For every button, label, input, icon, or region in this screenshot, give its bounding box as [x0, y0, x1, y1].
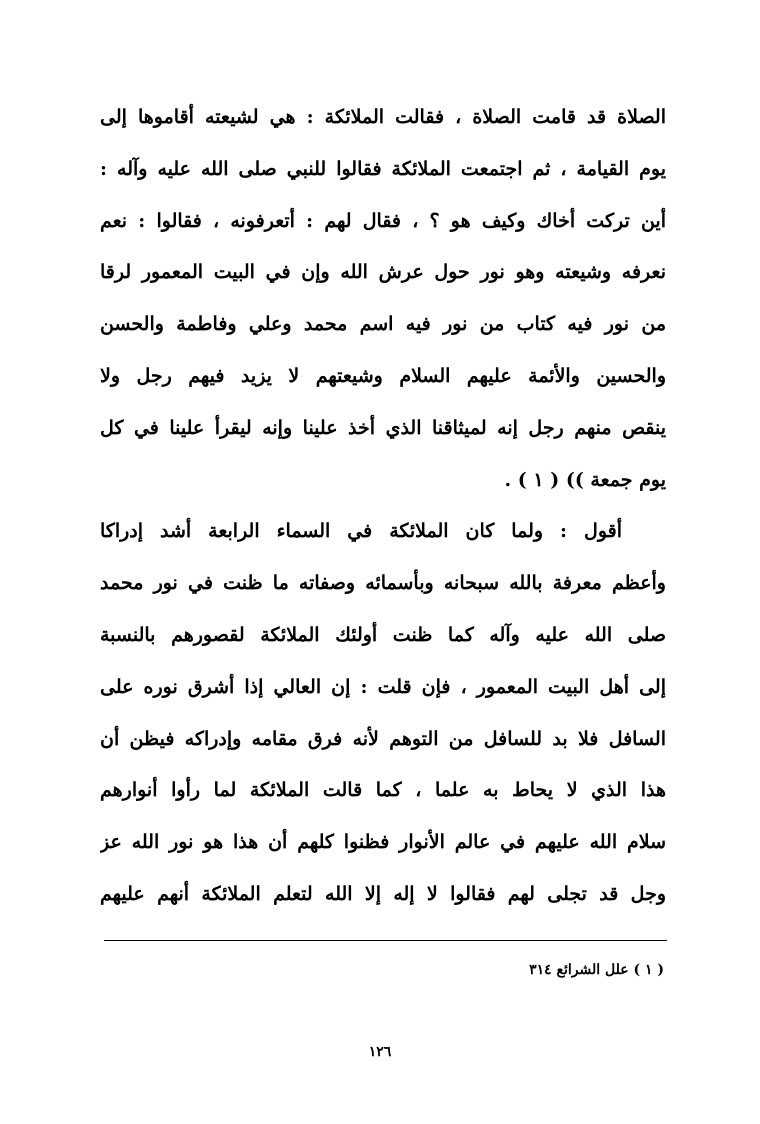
text-line: يوم جمعة )) ( ١ ) . — [504, 468, 666, 491]
text-line: يوم القيامة ، ثم اجتمعت الملائكة فقالوا للنبي صلى الله عليه وآله : — [100, 157, 666, 180]
paragraph-first-line: أقول : ولما كان الملائكة في السماء الرابعة أشد إدراكا — [100, 520, 622, 543]
text-line: وجل قد تجلى لهم فقالوا لا إله إلا الله لتعلم الملائكة أنهم عليهم — [100, 882, 666, 905]
text-line: والحسين والأئمة عليهم السلام وشيعتهم لا يزيد فيهم رجل ولا — [100, 364, 666, 387]
page-number: ١٢٦ — [368, 1044, 392, 1060]
text-line: ينقص منهم رجل إنه لميثاقنا الذي أخذ علينا وإنه ليقرأ علينا في كل — [100, 416, 666, 439]
text-line: هذا الذي لا يحاط به علما ، كما قالت الملائكة لما رأوا أنوارهم — [100, 779, 666, 802]
text-line: السافل فلا بد للسافل من التوهم لأنه فرق مقامه وإدراكه فيظن أن — [100, 727, 666, 750]
text-line: سلام الله عليهم في عالم الأنوار فظنوا كلهم أن هذا هو نور الله عز — [100, 831, 666, 854]
footnote-separator — [104, 940, 667, 941]
text-line: وأعظم معرفة بالله سبحانه وبأسمائه وصفاته ما ظنت في نور محمد — [100, 572, 666, 595]
text-line: إلى أهل البيت المعمور ، فإن قلت : إن العالي إذا أشرق نوره على — [100, 675, 666, 698]
main-text — [100, 92, 666, 921]
text-line: الصلاة قد قامت الصلاة ، فقالت الملائكة : هي لشيعته أقاموها إلى — [100, 106, 666, 128]
footnote: ( ١ ) علل الشرائع ٣١٤ — [529, 962, 664, 978]
text-line: صلى الله عليه وآله كما ظنت أولئك الملائكة لقصورهم بالنسبة — [100, 623, 666, 646]
text-line: أين تركت أخاك وكيف هو ؟ ، فقال لهم : أتعرفونه ، فقالوا : نعم — [100, 209, 666, 232]
text-line: من نور فيه كتاب من نور فيه اسم محمد وعلي وفاطمة والحسن — [100, 313, 666, 336]
text-line: نعرفه وشيعته وهو نور حول عرش الله وإن في البيت المعمور لرقا — [100, 261, 666, 284]
